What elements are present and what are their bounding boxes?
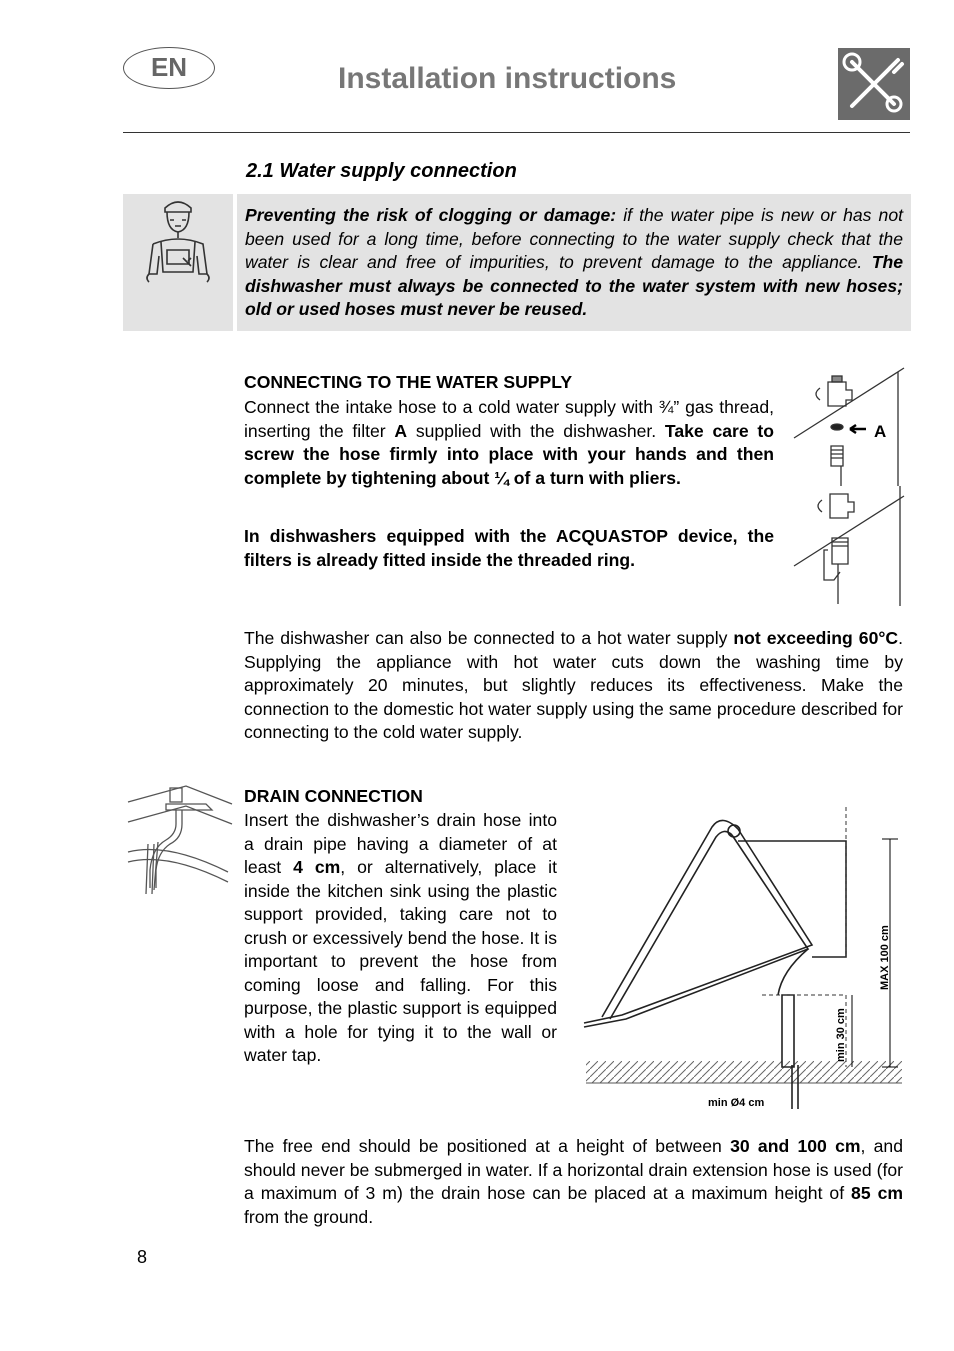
drain-height-range: 30 and 100 cm bbox=[730, 1136, 861, 1156]
wrench-screwdriver-icon bbox=[838, 48, 910, 120]
drain-heading: DRAIN CONNECTION bbox=[244, 786, 423, 806]
drain-p1-text-2: , or alternatively, place it inside the kitchen sink using the plastic support provided, taking care not to crush or excessively bend the hose. It is important to prevent the hose from coming loose and falling. For this purpose, the plastic support is equipped with a hole for tying it to the wall or water tap. bbox=[244, 857, 557, 1065]
max-height-label: MAX 100 cm bbox=[879, 925, 891, 990]
acquastop-paragraph: In dishwashers equipped with the ACQUASTOP device, the filters is already fitted inside the threaded ring. bbox=[244, 526, 774, 570]
intake-hose-figure bbox=[792, 366, 906, 608]
drain-height-diagram bbox=[582, 805, 906, 1115]
pipe-diameter-label: min Ø4 cm bbox=[708, 1097, 765, 1109]
drain-paragraph-2 bbox=[244, 1135, 903, 1229]
drain-p1-text: Insert the dishwasher’s drain hose into a drain pipe having a diameter of at least bbox=[244, 810, 557, 877]
warning-strong: The dishwasher must always be connected to the water system with new hoses; old or used hoses must never be reused. bbox=[245, 252, 903, 319]
section-title: 2.1 Water supply connection bbox=[246, 160, 517, 182]
hot-water-text: The dishwasher can also be connected to a hot water supply bbox=[244, 628, 734, 648]
plumber-icon bbox=[123, 194, 233, 331]
drain-p2-text-2: , and should never be submerged in water. If a horizontal drain extension hose is used (for a maximum of 3 m) the drain hose can be placed at a maximum height of bbox=[244, 1136, 904, 1203]
figure-label-a: A bbox=[874, 422, 887, 441]
water-supply-p1-strong: Take care to screw the hose firmly into place with your hands and then complete by tightening about ¼ of a turn with pliers. bbox=[244, 420, 774, 488]
warning-lead: Preventing the risk of clogging or damage: bbox=[245, 205, 617, 225]
water-supply-paragraph-1 bbox=[244, 396, 774, 490]
language-badge: EN bbox=[123, 47, 215, 89]
warning-icon-panel bbox=[123, 194, 233, 331]
hot-water-text-2: . Supplying the appliance with hot water cuts down the washing time by approximately 20 minutes, but slightly reduces its effectiveness. Make the connection to the domestic hot water supply using the same procedure described for connecting to the cold water supply. bbox=[244, 628, 903, 742]
drain-paragraph-1 bbox=[244, 809, 557, 1068]
water-supply-p1-text: Connect the intake hose to a cold water supply with ¾” gas thread, inserting the filter bbox=[244, 397, 774, 441]
filter-label: A bbox=[394, 420, 408, 441]
drain-max-height: 85 cm bbox=[851, 1183, 903, 1203]
warning-body: if the water pipe is new or has not been used for a long time, before connecting to the water supply check that the water is clear and free of impurities, to prevent damage to the appliance. bbox=[245, 205, 904, 272]
tap-hose-icon bbox=[126, 782, 234, 898]
warning-text bbox=[245, 204, 903, 322]
header-divider bbox=[123, 132, 910, 133]
drain-diameter-value: 4 cm bbox=[293, 857, 341, 877]
drain-p2-text-3: from the ground. bbox=[244, 1206, 374, 1227]
min-height-label: min 30 cm bbox=[835, 1008, 847, 1062]
page-header-title: Installation instructions bbox=[338, 62, 677, 95]
water-supply-heading: CONNECTING TO THE WATER SUPPLY bbox=[244, 372, 573, 392]
hot-water-limit: not exceeding 60°C bbox=[733, 628, 899, 648]
drain-p2-text: The free end should be positioned at a height of between bbox=[244, 1136, 731, 1156]
water-supply-p1-text-2: supplied with the dishwasher. bbox=[407, 420, 665, 441]
page-number: 8 bbox=[137, 1247, 148, 1267]
hot-water-paragraph bbox=[244, 627, 903, 745]
